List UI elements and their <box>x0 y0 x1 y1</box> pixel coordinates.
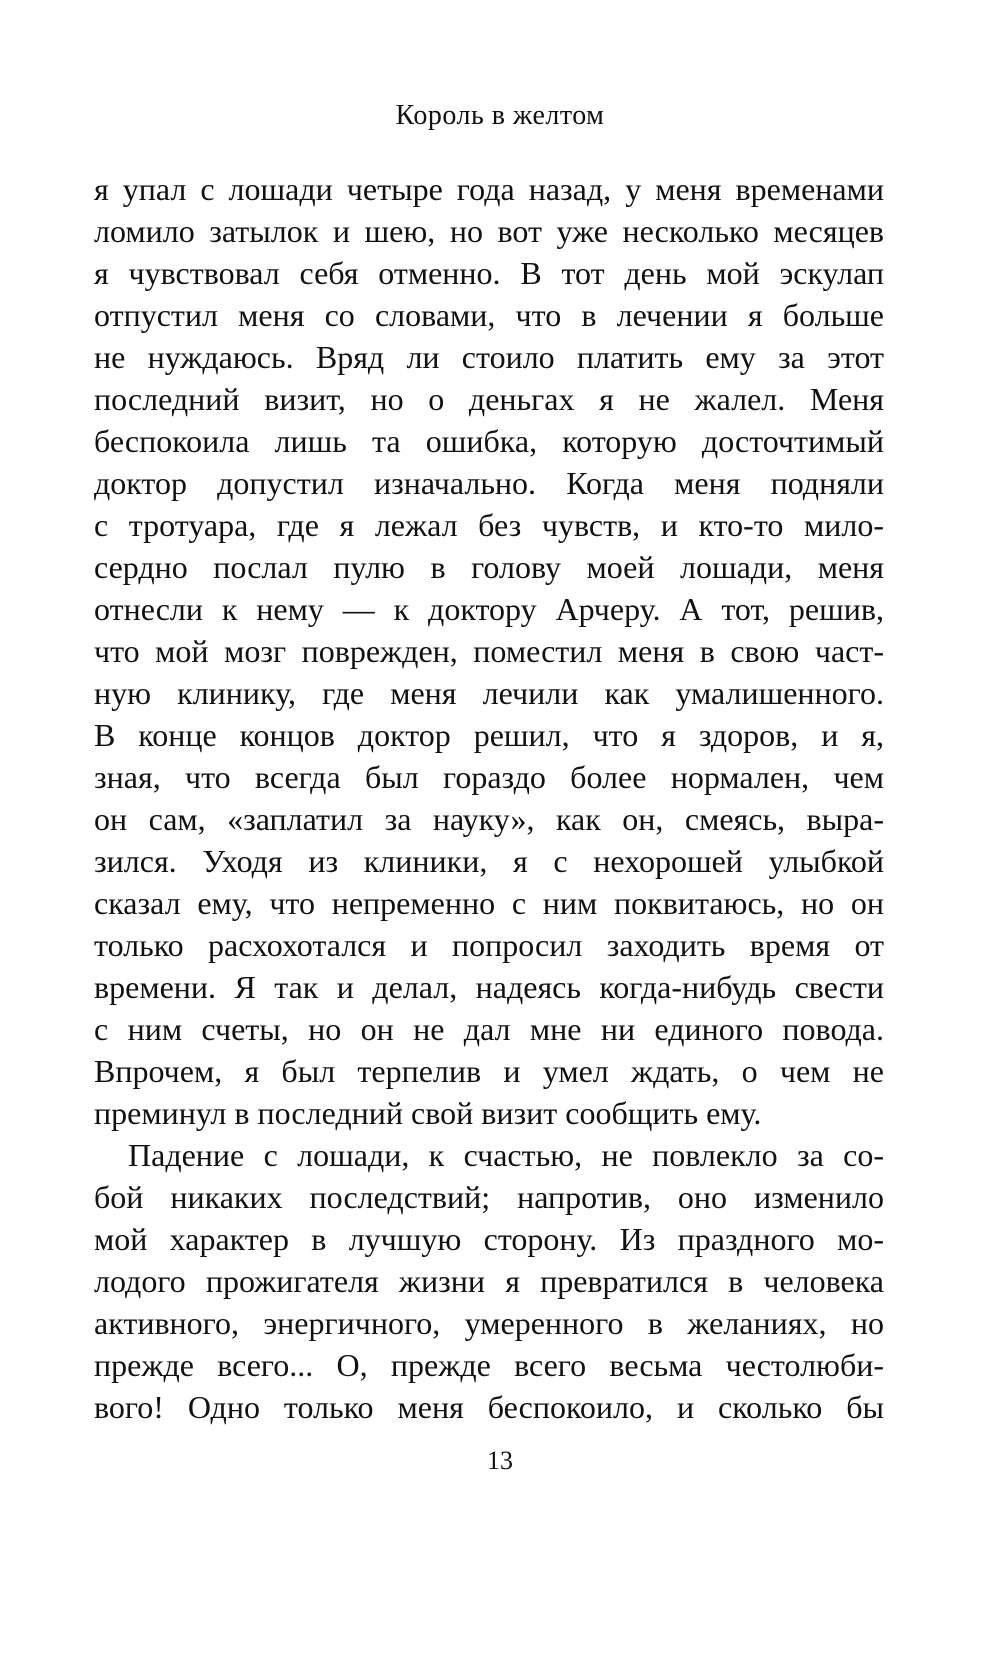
text-line: я упал с лошади четыре года назад, у меня временами <box>94 171 884 207</box>
text-line: он сам, «заплатил за науку», как он, смеясь, выра- <box>94 801 884 837</box>
running-head: Король в желтом <box>395 100 605 131</box>
text-line: зная, что всегда был гораздо более нормален, чем <box>94 759 884 795</box>
body-text <box>94 168 884 1428</box>
text-line: В конце концов доктор решил, что я здоров, и я, <box>94 717 884 753</box>
paragraph-first-line: Падение с лошади, к счастью, не повлекло за со- <box>128 1137 884 1173</box>
text-line: преминул в последний свой визит сообщить ему. <box>94 1095 762 1131</box>
text-line: только расхохотался и попросил заходить время от <box>94 927 884 963</box>
text-line: беспокоила лишь та ошибка, которую досточтимый <box>94 423 884 459</box>
text-line: не нуждаюсь. Вряд ли стоило платить ему за этот <box>94 339 884 375</box>
text-line: ную клинику, где меня лечили как умалишенного. <box>94 675 884 711</box>
text-line: Впрочем, я был терпелив и умел ждать, о чем не <box>94 1053 884 1089</box>
text-line: вого! Одно только меня беспокоило, и сколько бы <box>94 1389 884 1425</box>
text-line: времени. Я так и делал, надеясь когда-нибудь свести <box>94 969 884 1005</box>
text-line: с тротуара, где я лежал без чувств, и кто-то мило- <box>94 507 884 543</box>
text-line: сердно послал пулю в голову моей лошади, меня <box>94 549 884 585</box>
text-line: последний визит, но о деньгах я не жалел. Меня <box>94 381 884 417</box>
text-line: бой никаких последствий; напротив, оно изменило <box>94 1179 884 1215</box>
text-line: я чувствовал себя отменно. В тот день мой эскулап <box>94 255 884 291</box>
text-line: отпустил меня со словами, что в лечении я больше <box>94 297 884 333</box>
text-line: отнесли к нему — к доктору Арчеру. А тот, решив, <box>94 591 884 627</box>
text-line: с ним счеты, но он не дал мне ни единого повода. <box>94 1011 884 1047</box>
text-line: прежде всего... О, прежде всего весьма честолюби- <box>94 1347 884 1383</box>
text-line: активного, энергичного, умеренного в желаниях, но <box>94 1305 884 1341</box>
text-line: мой характер в лучшую сторону. Из праздного мо- <box>94 1221 884 1257</box>
text-line: зился. Уходя из клиники, я с нехорошей улыбкой <box>94 843 884 879</box>
text-line: что мой мозг поврежден, поместил меня в свою част- <box>94 633 884 669</box>
page-number: 13 <box>487 1446 513 1475</box>
text-line: сказал ему, что непременно с ним поквитаюсь, но он <box>94 885 884 921</box>
text-line: лодого прожигателя жизни я превратился в человека <box>94 1263 884 1299</box>
text-line: доктор допустил изначально. Когда меня подняли <box>94 465 884 501</box>
text-line: ломило затылок и шею, но вот уже несколько месяцев <box>94 213 884 249</box>
